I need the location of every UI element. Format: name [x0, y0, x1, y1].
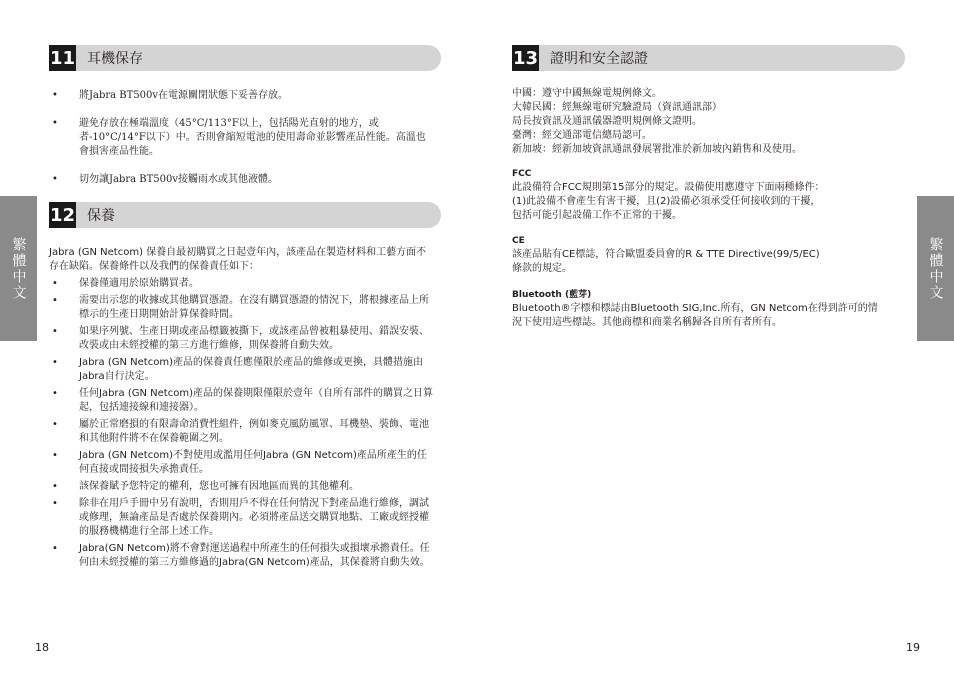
cert-line-taiwan: 臺灣：經交通部電信總局認可。	[512, 130, 652, 141]
ce-heading: CE	[512, 236, 525, 246]
list-item: • Jabra(GN Netcom)將不會對運送過程中所產生的任何損失或損壞承擔責任。任何由未經授權的第三方維修過的Jabra(GN Netcom)產品，其保養將自動失效。	[49, 542, 435, 570]
section-13-title: 證明和安全認證	[550, 51, 648, 67]
list-item: • 需要出示您的收據或其他購買憑證。在沒有購買憑證的情況下，將根據產品上所標示的生產日期開始計算保養時間。	[49, 294, 435, 322]
section-13-header	[512, 45, 905, 71]
cert-line-singapore: 新加坡：經新加坡資訊通訊發展署批准於新加坡內銷售和及使用。	[512, 144, 802, 155]
fcc-heading: FCC	[512, 169, 532, 179]
list-item: • 保養僅適用於原始購買者。	[49, 277, 435, 291]
section-11-title: 耳機保存	[87, 51, 143, 67]
section-11-number: 11	[49, 45, 76, 71]
page-number-left: 18	[35, 641, 49, 654]
section-13-number: 13	[512, 45, 539, 71]
right-page	[477, 0, 954, 687]
list-item: • 將Jabra BT500v在電源關閉狀態下妥善存放。	[49, 89, 429, 103]
section-12-number: 12	[49, 202, 76, 228]
list-item: • 除非在用戶手冊中另有說明，否則用戶不得在任何情況下對產品進行維修，調試或修理，無論產品是否處於保養期內。必須將產品送交購買地點、工廠或經授權的服務機構進行全部上述工作。	[49, 497, 435, 539]
section-11-header	[49, 45, 441, 71]
list-item: • 切勿讓Jabra BT500v接觸雨水或其他液體。	[49, 173, 429, 187]
bluetooth-line: 況下使用這些標誌。其他商標和商業名稱歸各自所有者所有。	[512, 317, 782, 328]
list-item: • 如果序列號、生產日期或產品標籤被撕下，或該產品曾被粗暴使用、錯誤安裝、改裝或由未經授權的第三方進行維修，則保養將自動失效。	[49, 325, 435, 353]
cert-line-china: 中國：遵守中國無線電規例條文。	[512, 88, 662, 99]
list-item: • 避免存放在極端溫度（45°C/113°F以上，包括陽光直射的地方，或者-10°C/14°F以下）中。否則會縮短電池的使用壽命並影響產品性能。高溫也會損害產品性能。	[49, 117, 429, 159]
section-12-list	[49, 277, 435, 570]
section-11-list	[49, 89, 429, 187]
section-12-header	[49, 202, 441, 228]
bluetooth-heading: Bluetooth (藍芽)	[512, 290, 592, 300]
fcc-line: (1)此設備不會產生有害干擾，且(2)設備必須承受任何接收到的干擾，	[512, 196, 821, 207]
cert-line-korea-2: 局長按資訊及通訊儀器證明規例條文證明。	[512, 116, 702, 127]
language-tab-left: 繁體中文	[0, 196, 37, 341]
list-item: • 任何Jabra (GN Netcom)產品的保養期限僅限於壹年（自所有部件的購買之日算起，包括連接線和連接器）。	[49, 387, 435, 415]
warranty-intro: Jabra (GN Netcom) 保養自最初購買之日起壹年內，該產品在製造材料和工藝方面不存在缺陷。保養條件以及我們的保養責任如下：	[49, 247, 427, 272]
list-item: • Jabra (GN Netcom)產品的保養責任應僅限於產品的維修或更換，具體措施由Jabra自行決定。	[49, 356, 435, 384]
page-number-right: 19	[906, 641, 920, 654]
bluetooth-line: Bluetooth®字標和標誌由Bluetooth SIG,Inc.所有，GN Netcom在得到許可的情	[512, 303, 878, 314]
list-item: • Jabra (GN Netcom)不對使用或濫用任何Jabra (GN Netcom)產品所產生的任何直接或間接損失承擔責任。	[49, 449, 435, 477]
fcc-line: 包括可能引起設備工作不正常的干擾。	[512, 210, 682, 221]
list-item: • 該保養賦予您特定的權利，您也可擁有因地區而異的其他權利。	[49, 480, 435, 494]
section-12-title: 保養	[87, 208, 115, 224]
ce-line: 條款的規定。	[512, 263, 572, 274]
cert-line-korea: 大韓民國：經無線電研究驗證局（資訊通訊部）	[512, 102, 722, 113]
certification-text	[512, 87, 912, 330]
list-item: • 屬於正常磨損的有限壽命消費性組件，例如麥克風防風罩、耳機墊、裝飾、電池和其他附件將不在保養範圍之列。	[49, 418, 435, 446]
ce-line: 該產品貼有CE標誌，符合歐盟委員會的R & TTE Directive(99/5/EC)	[512, 249, 820, 260]
language-tab-right: 繁體中文	[917, 196, 954, 341]
fcc-line: 此設備符合FCC規則第15部分的規定。設備使用應遵守下面兩種條件：	[512, 182, 825, 193]
